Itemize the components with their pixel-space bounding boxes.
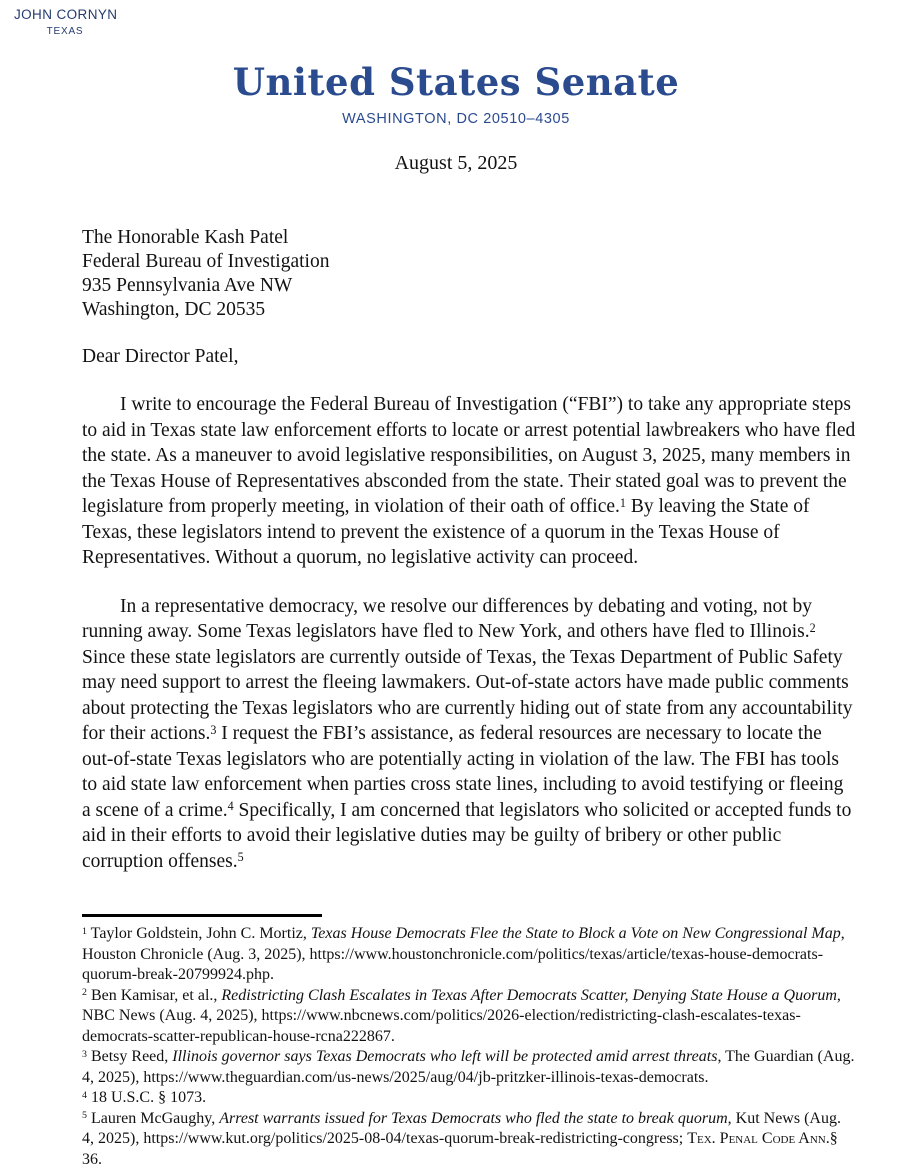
footnote-item: $^1$ Taylor Goldstein, John C. Mortiz, Texas House Democrats Flee the State to Block a Vote on New Congressional Map, Houston Chronicle (Aug. 3, 2025), https://www.houstonchronicle.com/politics/texas/article/texas-house-democrats-quorum-break-20799924.php. [82, 925, 845, 983]
recipient-block [82, 226, 856, 322]
footnote-item: $^4$ 18 U.S.C. § 1073. [82, 1089, 207, 1106]
recipient-line: 935 Pennsylvania Ave NW [82, 275, 293, 296]
recipient-line: Washington, DC 20535 [82, 299, 266, 320]
letterhead [0, 60, 912, 127]
senator-name: JOHN CORNYN [14, 7, 118, 22]
senator-block [14, 7, 116, 37]
letter-body [82, 392, 856, 874]
footnote-item: $^5$ Lauren McGaughy, Arrest warrants issued for Texas Democrats who fled the state to break quorum, Kut News (Aug. 4, 2025), https://www.kut.org/politics/2025-08-04/texas-quorum-break-redistricting-congress; Tex. Penal Code Ann.§ 36. [82, 1109, 841, 1168]
footnote-item: $^3$ Betsy Reed, Illinois governor says Texas Democrats who left will be protected amid arrest threats, The Guardian (Aug. 4, 2025), https://www.theguardian.com/us-news/2025/aug/04/jb-pritzker-illinois-texas-democrats. [82, 1048, 855, 1086]
recipient-line: The Honorable Kash Patel [82, 227, 289, 248]
footnotes [82, 914, 856, 1170]
letterhead-title: United States Senate [232, 60, 680, 104]
recipient-line: Federal Bureau of Investigation [82, 251, 330, 272]
body-paragraph: In a representative democracy, we resolve our differences by debating and voting, not by running away. Some Texas legislators have fled to New York, and others have fled to Illinois.$^2$ Since these state legislators are currently outside of Texas, the Texas Department of Public Safety may need support to arrest the fleeing lawmakers. Out-of-state actors have made public comments about protecting the Texas legislators who are currently hiding out of state from any accountability for their actions.$^3$ I request the FBI’s assistance, as federal resources are necessary to locate the out-of-state Texas legislators who are potentially acting in violation of the law. The FBI has tools to aid state law enforcement when parties cross state lines, including to avoid testifying or fleeing a scene of a crime.$^4$ Specifically, I am concerned that legislators who solicited or accepted funds to aid in their efforts to avoid their legislative duties may be guilty of bribery or other public corruption offenses.$^5$ [82, 595, 853, 872]
letterhead-address: WASHINGTON, DC 20510–4305 [342, 111, 570, 127]
salutation: Dear Director Patel, [82, 346, 239, 367]
footnote-separator [82, 914, 322, 917]
letter-content [82, 226, 856, 874]
letter-date: August 5, 2025 [394, 152, 518, 174]
body-paragraph: I write to encourage the Federal Bureau of Investigation (“FBI”) to take any appropriate steps to aid in Texas state law enforcement efforts to locate or arrest potential lawbreakers who have fled the state. As a maneuver to avoid legislative responsibilities, on August 3, 2025, many members in the Texas House of Representatives absconded from the state. Their stated goal was to prevent the legislature from properly meeting, in violation of their oath of office.$^1$ By leaving the State of Texas, these legislators intend to prevent the existence of a quorum in the Texas House of Representatives. Without a quorum, no legislative activity can proceed. [82, 394, 856, 568]
footnote-item: $^2$ Ben Kamisar, et al., Redistricting Clash Escalates in Texas After Democrats Scatter, Denying State House a Quorum, NBC News (Aug. 4, 2025), https://www.nbcnews.com/politics/2026-election/redistricting-clash-escalates-texas-democrats-scatter-republican-house-rcna222867. [82, 986, 841, 1045]
senator-state: TEXAS [46, 26, 84, 37]
